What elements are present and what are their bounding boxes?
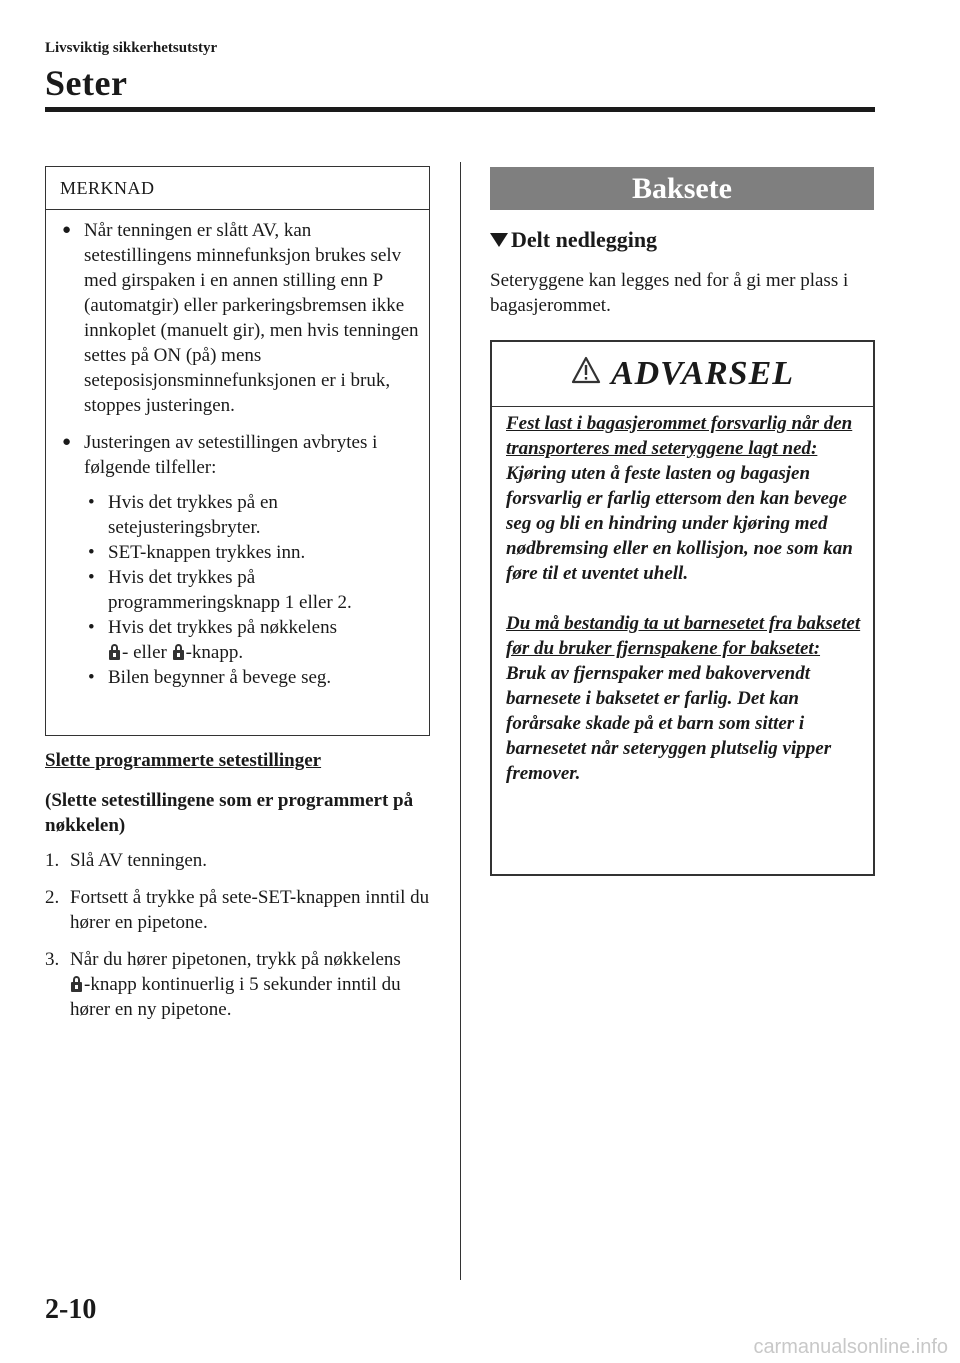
sub-item-text: Hvis det trykkes på nøkkelens [108,617,338,638]
sub-item-text: -knapp. [185,642,244,663]
lock-icon [70,976,83,992]
step-item [45,947,435,1022]
watermark: carmanualsonline.info [753,1336,948,1358]
warning-body [492,407,873,786]
step-item [45,885,435,935]
step-number: 1. [45,850,60,871]
rear-seat-banner: Baksete [490,167,874,210]
note-bullet [60,218,419,418]
erase-steps [45,848,435,1034]
warning-triangle-icon [571,355,601,393]
sub-item [84,665,419,690]
dot-icon: • [88,567,95,588]
section-label: Livsviktig sikkerhetsutstyr [45,40,218,56]
warning-title: Fest last i bagasjerommet forsvarlig når den transporteres med seteryggene lagt ned: [506,413,853,459]
warning-title: Du må bestandig ta ut barnesetet fra baksetet før du bruker fjernspakene for baksetet: [506,613,861,659]
warning-box [490,340,875,876]
page-title: Seter [45,63,128,103]
subsection-heading [490,227,657,253]
column-divider [460,162,461,1280]
subsection-title: Delt nedlegging [511,227,658,252]
intro-paragraph: Seteryggene kan legges ned for å gi mer plass i bagasjerommet. [490,270,849,316]
warning-label: ADVARSEL [610,355,795,392]
bullet-icon: ● [62,434,72,450]
page-number: 2-10 [45,1294,97,1325]
step-number: 3. [45,949,60,970]
sub-list [84,490,419,690]
note-body [46,210,429,690]
sub-item-text: SET-knappen trykkes inn. [108,542,306,563]
sub-item-text: Hvis det trykkes på programmeringsknapp 1 eller 2. [108,567,352,613]
down-triangle-icon [490,233,508,247]
warning-text: Bruk av fjernspaker med bakovervendt barnesete i baksetet er farlig. Det kan forårsake skade på et barn som sitter i barnesetet når seteryggen plutselig vipper fremover. [506,663,832,784]
lock-icon [172,644,185,660]
sub-item-text: Bilen begynner å bevege seg. [108,667,332,688]
note-bullet-text: Justeringen av setestillingen avbrytes i følgende tilfeller: [84,432,378,478]
sub-item [84,540,419,565]
erase-heading: Slette programmerte setestillinger [45,750,322,771]
note-header: MERKNAD [46,167,429,210]
dot-icon: • [88,492,95,513]
note-box [45,166,430,736]
warning-text: Kjøring uten å feste lasten og bagasjen forsvarlig er farlig ettersom den kan bevege seg og bli en hindring under kjøring med nødbremsing eller en kollisjon, noe som kan føre til et uventet uhell. [506,463,853,584]
sub-item [84,615,419,665]
warning-header [492,342,873,407]
step-text: Slå AV tenningen. [70,850,208,871]
erase-subheading: (Slette setestillingene som er programmert på nøkkelen) [45,790,414,836]
sub-item [84,565,419,615]
step-item [45,848,435,873]
sub-item-text: - eller [122,642,167,663]
sub-item [84,490,419,540]
dot-icon: • [88,667,95,688]
step-number: 2. [45,887,60,908]
step-text: Når du hører pipetonen, trykk på nøkkelens [70,949,401,970]
note-bullet [60,430,419,690]
step-text: Fortsett å trykke på sete-SET-knappen inntil du hører en pipetone. [70,887,430,933]
step-text: -knapp kontinuerlig i 5 sekunder inntil du hører en ny pipetone. [70,974,401,1020]
bullet-icon: ● [62,222,72,238]
title-rule [45,107,875,112]
sub-item-text: Hvis det trykkes på en setejusteringsbryter. [108,492,278,538]
lock-icon [108,644,121,660]
note-bullet-text: Når tenningen er slått AV, kan setestillingens minnefunksjon brukes selv med girspaken i en annen stilling enn P (automatgir) eller parkeringsbremsen ikke innkoplet (manuelt gir), men hvis tenningen settes på ON (på) mens seteposisjonsminnefunksjonen er i bruk, stoppes justeringen. [84,220,419,416]
dot-icon: • [88,617,95,638]
spacer [506,586,863,611]
dot-icon: • [88,542,95,563]
